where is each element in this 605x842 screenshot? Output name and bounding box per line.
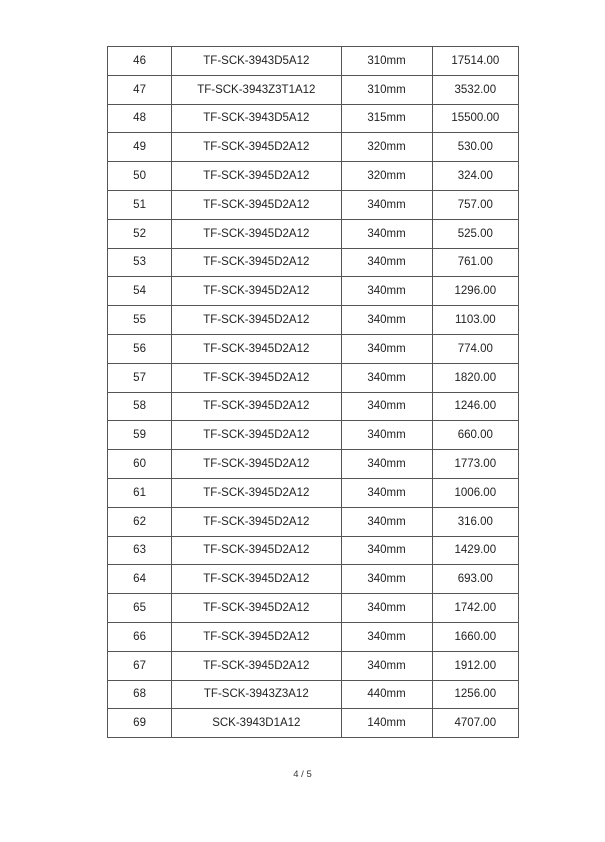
row-number-cell: 58: [108, 392, 172, 421]
quantity-cell: 1429.00: [432, 536, 518, 565]
length-cell: 340mm: [341, 334, 432, 363]
model-cell: TF-SCK-3945D2A12: [172, 306, 341, 335]
row-number-cell: 57: [108, 363, 172, 392]
model-cell: TF-SCK-3945D2A12: [172, 277, 341, 306]
row-number-cell: 59: [108, 421, 172, 450]
model-cell: TF-SCK-3945D2A12: [172, 622, 341, 651]
row-number-cell: 53: [108, 248, 172, 277]
row-number-cell: 66: [108, 622, 172, 651]
length-cell: 340mm: [341, 622, 432, 651]
table-row: [108, 536, 519, 565]
length-cell: 320mm: [341, 133, 432, 162]
table-row: [108, 162, 519, 191]
length-cell: 440mm: [341, 680, 432, 709]
model-cell: TF-SCK-3945D2A12: [172, 507, 341, 536]
model-cell: TF-SCK-3945D2A12: [172, 450, 341, 479]
table-row: [108, 709, 519, 738]
model-cell: TF-SCK-3945D2A12: [172, 219, 341, 248]
row-number-cell: 64: [108, 565, 172, 594]
length-cell: 340mm: [341, 594, 432, 623]
quantity-cell: 530.00: [432, 133, 518, 162]
quantity-cell: 1742.00: [432, 594, 518, 623]
table-row: [108, 277, 519, 306]
length-cell: 340mm: [341, 190, 432, 219]
table-row: [108, 306, 519, 335]
model-cell: TF-SCK-3945D2A12: [172, 334, 341, 363]
quantity-cell: 1773.00: [432, 450, 518, 479]
row-number-cell: 56: [108, 334, 172, 363]
quantity-cell: 1820.00: [432, 363, 518, 392]
quantity-cell: 3532.00: [432, 75, 518, 104]
length-cell: 340mm: [341, 536, 432, 565]
model-cell: TF-SCK-3945D2A12: [172, 565, 341, 594]
model-cell: TF-SCK-3945D2A12: [172, 594, 341, 623]
row-number-cell: 69: [108, 709, 172, 738]
table-row: [108, 363, 519, 392]
table-row: [108, 651, 519, 680]
model-cell: TF-SCK-3943D5A12: [172, 104, 341, 133]
model-cell: TF-SCK-3945D2A12: [172, 248, 341, 277]
model-cell: TF-SCK-3945D2A12: [172, 651, 341, 680]
table-row: [108, 248, 519, 277]
table-row: [108, 680, 519, 709]
model-cell: TF-SCK-3945D2A12: [172, 190, 341, 219]
quantity-cell: 1103.00: [432, 306, 518, 335]
table-row: [108, 133, 519, 162]
table-row: [108, 421, 519, 450]
table-row: [108, 104, 519, 133]
length-cell: 340mm: [341, 565, 432, 594]
row-number-cell: 50: [108, 162, 172, 191]
quantity-cell: 1006.00: [432, 478, 518, 507]
quantity-cell: 660.00: [432, 421, 518, 450]
quantity-cell: 1246.00: [432, 392, 518, 421]
table-row: [108, 622, 519, 651]
table-row: [108, 450, 519, 479]
row-number-cell: 48: [108, 104, 172, 133]
quantity-cell: 693.00: [432, 565, 518, 594]
page-number: 4 / 5: [293, 769, 312, 780]
quantity-cell: 1660.00: [432, 622, 518, 651]
row-number-cell: 60: [108, 450, 172, 479]
quantity-cell: 15500.00: [432, 104, 518, 133]
length-cell: 340mm: [341, 392, 432, 421]
length-cell: 340mm: [341, 219, 432, 248]
model-cell: TF-SCK-3945D2A12: [172, 162, 341, 191]
table-row: [108, 392, 519, 421]
table-row: [108, 478, 519, 507]
table-row: [108, 47, 519, 76]
length-cell: 340mm: [341, 248, 432, 277]
table-row: [108, 219, 519, 248]
length-cell: 310mm: [341, 75, 432, 104]
length-cell: 340mm: [341, 363, 432, 392]
table-row: [108, 190, 519, 219]
row-number-cell: 51: [108, 190, 172, 219]
table-row: [108, 507, 519, 536]
table-row: [108, 75, 519, 104]
model-cell: TF-SCK-3945D2A12: [172, 536, 341, 565]
model-cell: TF-SCK-3943Z3A12: [172, 680, 341, 709]
row-number-cell: 68: [108, 680, 172, 709]
row-number-cell: 54: [108, 277, 172, 306]
model-cell: TF-SCK-3945D2A12: [172, 478, 341, 507]
quantity-cell: 1912.00: [432, 651, 518, 680]
length-cell: 340mm: [341, 478, 432, 507]
length-cell: 340mm: [341, 421, 432, 450]
quantity-cell: 324.00: [432, 162, 518, 191]
row-number-cell: 49: [108, 133, 172, 162]
row-number-cell: 46: [108, 47, 172, 76]
model-cell: TF-SCK-3943Z3T1A12: [172, 75, 341, 104]
table-row: [108, 334, 519, 363]
quantity-cell: 774.00: [432, 334, 518, 363]
length-cell: 340mm: [341, 450, 432, 479]
length-cell: 340mm: [341, 651, 432, 680]
row-number-cell: 65: [108, 594, 172, 623]
quantity-cell: 17514.00: [432, 47, 518, 76]
model-cell: TF-SCK-3945D2A12: [172, 133, 341, 162]
data-table: [107, 46, 519, 738]
quantity-cell: 316.00: [432, 507, 518, 536]
model-cell: TF-SCK-3943D5A12: [172, 47, 341, 76]
row-number-cell: 52: [108, 219, 172, 248]
length-cell: 340mm: [341, 277, 432, 306]
table-row: [108, 594, 519, 623]
quantity-cell: 1296.00: [432, 277, 518, 306]
length-cell: 340mm: [341, 507, 432, 536]
quantity-cell: 761.00: [432, 248, 518, 277]
table-body: [108, 47, 519, 738]
length-cell: 320mm: [341, 162, 432, 191]
length-cell: 340mm: [341, 306, 432, 335]
quantity-cell: 4707.00: [432, 709, 518, 738]
row-number-cell: 47: [108, 75, 172, 104]
table-row: [108, 565, 519, 594]
length-cell: 140mm: [341, 709, 432, 738]
model-cell: TF-SCK-3945D2A12: [172, 363, 341, 392]
quantity-cell: 1256.00: [432, 680, 518, 709]
model-cell: SCK-3943D1A12: [172, 709, 341, 738]
row-number-cell: 62: [108, 507, 172, 536]
quantity-cell: 525.00: [432, 219, 518, 248]
row-number-cell: 55: [108, 306, 172, 335]
length-cell: 315mm: [341, 104, 432, 133]
quantity-cell: 757.00: [432, 190, 518, 219]
model-cell: TF-SCK-3945D2A12: [172, 421, 341, 450]
row-number-cell: 63: [108, 536, 172, 565]
model-cell: TF-SCK-3945D2A12: [172, 392, 341, 421]
length-cell: 310mm: [341, 47, 432, 76]
row-number-cell: 61: [108, 478, 172, 507]
row-number-cell: 67: [108, 651, 172, 680]
